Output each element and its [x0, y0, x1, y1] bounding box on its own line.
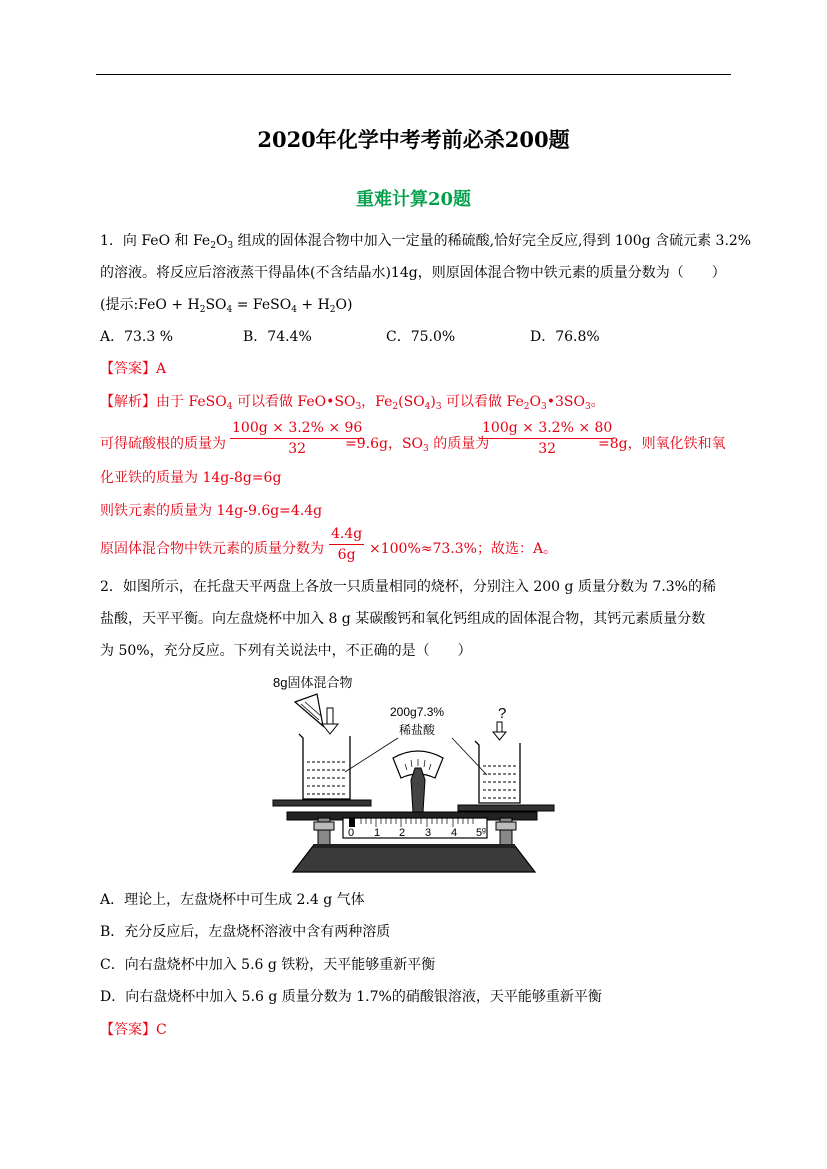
q2-option-d: D．向右盘烧杯中加入 5.6 g 质量分数为 1.7%的硝酸银溶液，天平能够重新平衡: [100, 989, 602, 1005]
left-beaker: [299, 734, 350, 799]
q2-stem-line-3: 为 50%，充分反应。下列有关说法中，不正确的是（ ）: [100, 643, 472, 659]
left-arrow-icon: [322, 708, 338, 734]
balance-base: [293, 846, 535, 872]
q1-calc-suffix: =8g，则氧化铁和氧: [598, 436, 726, 452]
q1-calc-line-4-prefix: 原固体混合物中铁元素的质量分数为: [100, 541, 324, 557]
q2-option-b: B．充分反应后，左盘烧杯溶液中含有两种溶质: [100, 924, 391, 940]
q1-calc-line-4-suffix: ×100%≈73.3%；故选：A。: [369, 541, 558, 557]
q2-option-a: A．理论上，左盘烧杯中可生成 2.4 g 气体: [100, 892, 365, 908]
q1-stem-line-1: 1．向 FeO 和 $Fe_2O_3$ 组成的固体混合物中加入一定量的稀硫酸,恰好完全反应,得到 100g 含硫元素 3.2%: [100, 233, 752, 251]
balance-figure: [265, 672, 560, 877]
q1-calc-prefix: 可得硫酸根的质量为: [100, 436, 226, 452]
balance-diagram: [265, 672, 560, 877]
q1-fraction-iron: [329, 524, 364, 565]
label-question-mark: ?: [498, 705, 507, 722]
right-beaker: [475, 741, 520, 803]
scale-ruler: [343, 818, 487, 839]
scale-tick-3: 3: [425, 827, 432, 839]
page-title: 2020年化学中考考前必杀200题: [257, 127, 570, 152]
q1-calc-line-2: 化亚铁的质量为 14g-8g=6g: [100, 470, 282, 486]
fraction-denominator: 6g: [337, 547, 356, 563]
q1-option-a: A．73.3 %: [100, 329, 174, 345]
q1-option-d: D．76.8%: [530, 329, 600, 345]
fraction-numerator: 4.4g: [329, 524, 364, 545]
right-pan: [458, 805, 554, 811]
q1-hint: (提示:FeO + $H_2SO_4$ = FeSO$_4$ + $H_2O$): [100, 297, 353, 315]
scale-unit: g: [482, 827, 486, 834]
right-arrow-icon: [493, 722, 506, 740]
balance-dial: [393, 751, 443, 812]
fraction-numerator: 100g × 3.2% × 80: [480, 418, 614, 439]
left-pan: [273, 800, 371, 806]
q1-answer: 【答案】A: [100, 361, 167, 377]
q2-option-c: C．向右盘烧杯中加入 5.6 g 铁粉，天平能够重新平衡: [100, 957, 436, 973]
fraction-denominator: 32: [288, 441, 307, 457]
q1-calc-line-3: 则铁元素的质量为 14g-9.6g=4.4g: [100, 503, 323, 519]
q1-calc-mid: =9.6g，$SO_3$ 的质量为: [345, 436, 490, 454]
scale-tick-0: 0: [348, 827, 355, 839]
fraction-denominator: 32: [538, 441, 557, 457]
q2-answer: 【答案】C: [100, 1022, 167, 1038]
q1-stem-line-2: 的溶液。将反应后溶液蒸干得晶体(不含结晶水)14g，则原固体混合物中铁元素的质量分数为（ ）: [100, 265, 726, 281]
scoop-icon: [295, 694, 323, 726]
q2-stem-line-2: 盐酸，天平平衡。向左盘烧杯中加入 8 g 某碳酸钙和氧化钙组成的固体混合物，其钙元素质量分数: [100, 611, 706, 627]
scale-tick-1: 1: [374, 827, 381, 839]
q1-option-c: C．75.0%: [386, 329, 456, 345]
q2-stem-line-1: 2．如图所示，在托盘天平两盘上各放一只质量相同的烧杯，分别注入 200 g 质量分数为 7.3%的稀: [100, 579, 716, 595]
q1-analysis: 【解析】由于 FeSO$_4$ 可以看做 $FeO•SO_3$，$Fe_2(SO_4)_3$ 可以看做 $Fe_2O_3•3SO_3$。: [100, 394, 605, 412]
q1-fraction-so3: [480, 418, 614, 459]
label-solid-mixture: 8g固体混合物: [273, 675, 353, 690]
q1-option-b: B．74.4%: [243, 329, 312, 345]
section-title: 重难计算20题: [355, 189, 472, 210]
label-acid-name: 稀盐酸: [399, 723, 436, 737]
scale-tick-5: 5: [476, 827, 483, 839]
fraction-numerator: 100g × 3.2% × 96: [230, 418, 364, 439]
scale-tick-2: 2: [399, 827, 406, 839]
label-acid-concentration: 200g7.3%: [390, 705, 445, 719]
header-rule: [96, 74, 731, 75]
scale-tick-4: 4: [451, 827, 458, 839]
